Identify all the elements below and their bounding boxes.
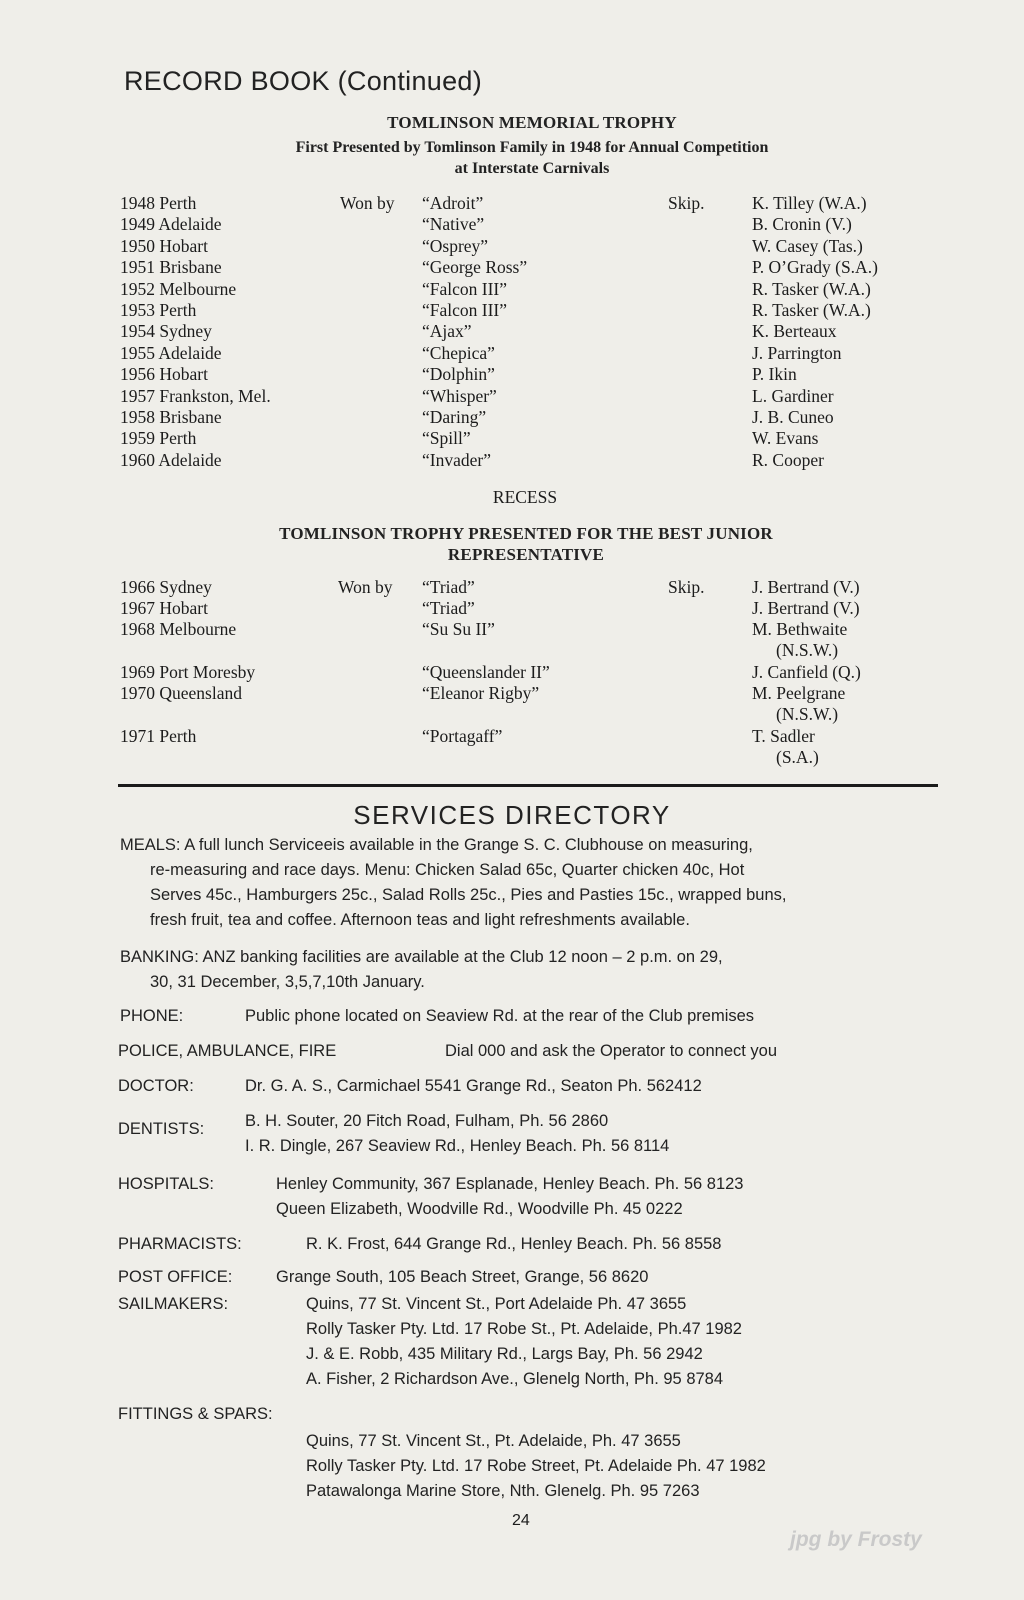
dentists-label: DENTISTS:	[118, 1120, 205, 1138]
meals-line-2: re-measuring and race days. Menu: Chicken Salad 65c, Quarter chicken 40c, Hot	[150, 861, 745, 879]
memorial-boat: “Chepica”	[422, 342, 495, 363]
sailmakers-label: SAILMAKERS:	[118, 1295, 229, 1313]
junior-boat: “Eleanor Rigby”	[422, 683, 540, 703]
memorial-place: 1949 Adelaide	[120, 214, 222, 235]
junior-boat: “Triad”	[422, 577, 475, 597]
junior-skipper-state: (S.A.)	[776, 747, 819, 767]
memorial-skippers	[752, 193, 878, 471]
junior-boat: “Portagaff”	[422, 726, 503, 746]
junior-place: 1969 Port Moresby	[120, 662, 256, 682]
fittings-label: FITTINGS & SPARS:	[118, 1405, 273, 1423]
won-by-label: Won by	[340, 193, 395, 213]
page-title: RECORD BOOK (Continued)	[124, 66, 483, 96]
memorial-place: 1959 Perth	[120, 428, 197, 449]
junior-trophy-heading: TOMLINSON TROPHY PRESENTED FOR THE BEST JUNIOR	[279, 524, 773, 543]
junior-boat: “Triad”	[422, 598, 475, 618]
hospitals-label: HOSPITALS:	[118, 1175, 214, 1193]
memorial-skipper: K. Tilley (W.A.)	[752, 193, 867, 213]
dentists-2: I. R. Dingle, 267 Seaview Rd., Henley Beach. Ph. 56 8114	[245, 1137, 670, 1155]
junior-won-by-label: Won by	[338, 577, 393, 597]
junior-skipper: M. Bethwaite	[752, 619, 848, 639]
police-label: POLICE, AMBULANCE, FIRE	[118, 1042, 337, 1060]
services-title: SERVICES DIRECTORY	[353, 800, 671, 830]
memorial-boat: “Invader”	[422, 449, 491, 470]
dentists-1: B. H. Souter, 20 Fitch Road, Fulham, Ph. 56 2860	[245, 1112, 609, 1130]
junior-trophy-heading-2: REPRESENTATIVE	[447, 545, 605, 564]
memorial-place: 1950 Hobart	[120, 235, 208, 256]
memorial-place: 1956 Hobart	[120, 364, 208, 385]
hospitals-1: Henley Community, 367 Esplanade, Henley Beach. Ph. 56 8123	[276, 1175, 744, 1193]
memorial-trophy-heading: TOMLINSON MEMORIAL TROPHY	[387, 113, 677, 132]
fittings-2: Rolly Tasker Pty. Ltd. 17 Robe Street, Pt. Adelaide Ph. 47 1982	[306, 1457, 766, 1475]
doctor-label: DOCTOR:	[118, 1077, 194, 1095]
junior-place: 1968 Melbourne	[120, 619, 237, 639]
pharmacists-label: PHARMACISTS:	[118, 1235, 242, 1253]
junior-skip-label: Skip.	[668, 577, 705, 597]
memorial-skipper: W. Evans	[752, 428, 819, 449]
memorial-boat: “Adroit”	[422, 193, 484, 213]
junior-place: 1971 Perth	[120, 726, 197, 746]
junior-skipper: J. Bertrand (V.)	[752, 577, 860, 597]
page-number: 24	[512, 1512, 530, 1529]
memorial-skipper: W. Casey (Tas.)	[752, 235, 863, 256]
sailmakers-2: Rolly Tasker Pty. Ltd. 17 Robe St., Pt. Adelaide, Ph.47 1982	[306, 1320, 742, 1338]
memorial-place: 1958 Brisbane	[120, 406, 222, 427]
memorial-place: 1960 Adelaide	[120, 449, 222, 470]
hospitals-2: Queen Elizabeth, Woodville Rd., Woodville Ph. 45 0222	[276, 1200, 683, 1218]
skip-label: Skip.	[668, 193, 705, 213]
memorial-boat: “George Ross”	[422, 257, 528, 278]
doctor-text: Dr. G. A. S., Carmichael 5541 Grange Rd., Seaton Ph. 562412	[245, 1077, 702, 1095]
junior-place: 1967 Hobart	[120, 598, 208, 618]
memorial-place: 1954 Sydney	[120, 321, 212, 342]
memorial-place: 1955 Adelaide	[120, 342, 222, 363]
memorial-boat: “Osprey”	[422, 235, 489, 256]
memorial-places	[120, 193, 271, 471]
junior-boat: “Su Su II”	[422, 619, 495, 639]
sailmakers-4: A. Fisher, 2 Richardson Ave., Glenelg North, Ph. 95 8784	[306, 1370, 724, 1388]
memorial-skipper: B. Cronin (V.)	[752, 214, 852, 235]
sailmakers-1: Quins, 77 St. Vincent St., Port Adelaide Ph. 47 3655	[306, 1295, 687, 1313]
meals-line-4: fresh fruit, tea and coffee. Afternoon teas and light refreshments available.	[150, 911, 690, 929]
junior-skipper: T. Sadler	[752, 726, 815, 746]
junior-skipper-state: (N.S.W.)	[776, 640, 839, 660]
memorial-place: 1957 Frankston, Mel.	[120, 385, 271, 406]
memorial-skipper: J. Parrington	[752, 342, 842, 363]
memorial-trophy-subheading-2: at Interstate Carnivals	[454, 160, 610, 177]
fittings-3: Patawalonga Marine Store, Nth. Glenelg. Ph. 95 7263	[306, 1482, 700, 1500]
memorial-trophy-subheading: First Presented by Tomlinson Family in 1948 for Annual Competition	[295, 139, 769, 156]
phone-text: Public phone located on Seaview Rd. at the rear of the Club premises	[245, 1007, 755, 1025]
junior-boat: “Queenslander II”	[422, 662, 550, 682]
watermark: jpg by Frosty	[790, 1528, 922, 1551]
memorial-boat: “Spill”	[422, 428, 471, 449]
memorial-place: 1951 Brisbane	[120, 257, 222, 278]
memorial-boat: “Dolphin”	[422, 364, 495, 385]
junior-place: 1966 Sydney	[120, 577, 212, 597]
memorial-boat: “Whisper”	[422, 385, 497, 406]
phone-label: PHONE:	[120, 1007, 184, 1025]
memorial-skipper: J. B. Cuneo	[752, 406, 834, 427]
junior-skipper-state: (N.S.W.)	[776, 704, 839, 724]
memorial-boat: “Daring”	[422, 406, 487, 427]
banking-line-2: 30, 31 December, 3,5,7,10th January.	[150, 973, 425, 991]
divider-rule	[118, 784, 938, 787]
memorial-place: 1952 Melbourne	[120, 278, 237, 299]
meals-line-3: Serves 45c., Hamburgers 25c., Salad Rolls 25c., Pies and Pasties 15c., wrapped buns,	[150, 886, 787, 904]
memorial-skipper: P. O’Grady (S.A.)	[752, 257, 878, 278]
post-office-text: Grange South, 105 Beach Street, Grange, 56 8620	[276, 1268, 649, 1286]
junior-skipper: J. Canfield (Q.)	[752, 662, 861, 682]
junior-skipper: M. Peelgrane	[752, 683, 846, 703]
memorial-skipper: L. Gardiner	[752, 385, 834, 406]
memorial-boat: “Ajax”	[422, 321, 472, 342]
recess-label: RECESS	[492, 487, 558, 507]
memorial-boat: “Falcon III”	[422, 278, 508, 299]
memorial-skipper: P. Ikin	[752, 364, 797, 385]
junior-skipper: J. Bertrand (V.)	[752, 598, 860, 618]
memorial-boats	[422, 193, 527, 471]
memorial-boat: “Native”	[422, 214, 485, 235]
fittings-1: Quins, 77 St. Vincent St., Pt. Adelaide, Ph. 47 3655	[306, 1432, 681, 1450]
memorial-skipper: R. Cooper	[752, 449, 824, 470]
memorial-skipper: R. Tasker (W.A.)	[752, 299, 871, 320]
memorial-place: 1953 Perth	[120, 299, 197, 320]
junior-place: 1970 Queensland	[120, 683, 242, 703]
memorial-skipper: R. Tasker (W.A.)	[752, 278, 871, 299]
meals-line-1: MEALS: A full lunch Serviceeis available in the Grange S. C. Clubhouse on measuring,	[120, 836, 753, 854]
post-office-label: POST OFFICE:	[118, 1268, 233, 1286]
memorial-boat: “Falcon III”	[422, 299, 508, 320]
banking-line-1: BANKING: ANZ banking facilities are available at the Club 12 noon – 2 p.m. on 29,	[120, 948, 723, 966]
police-text: Dial 000 and ask the Operator to connect you	[445, 1042, 778, 1060]
pharmacists-text: R. K. Frost, 644 Grange Rd., Henley Beach. Ph. 56 8558	[306, 1235, 722, 1253]
sailmakers-3: J. & E. Robb, 435 Military Rd., Largs Bay, Ph. 56 2942	[306, 1345, 703, 1363]
memorial-skipper: K. Berteaux	[752, 321, 837, 342]
memorial-place: 1948 Perth	[120, 193, 197, 213]
